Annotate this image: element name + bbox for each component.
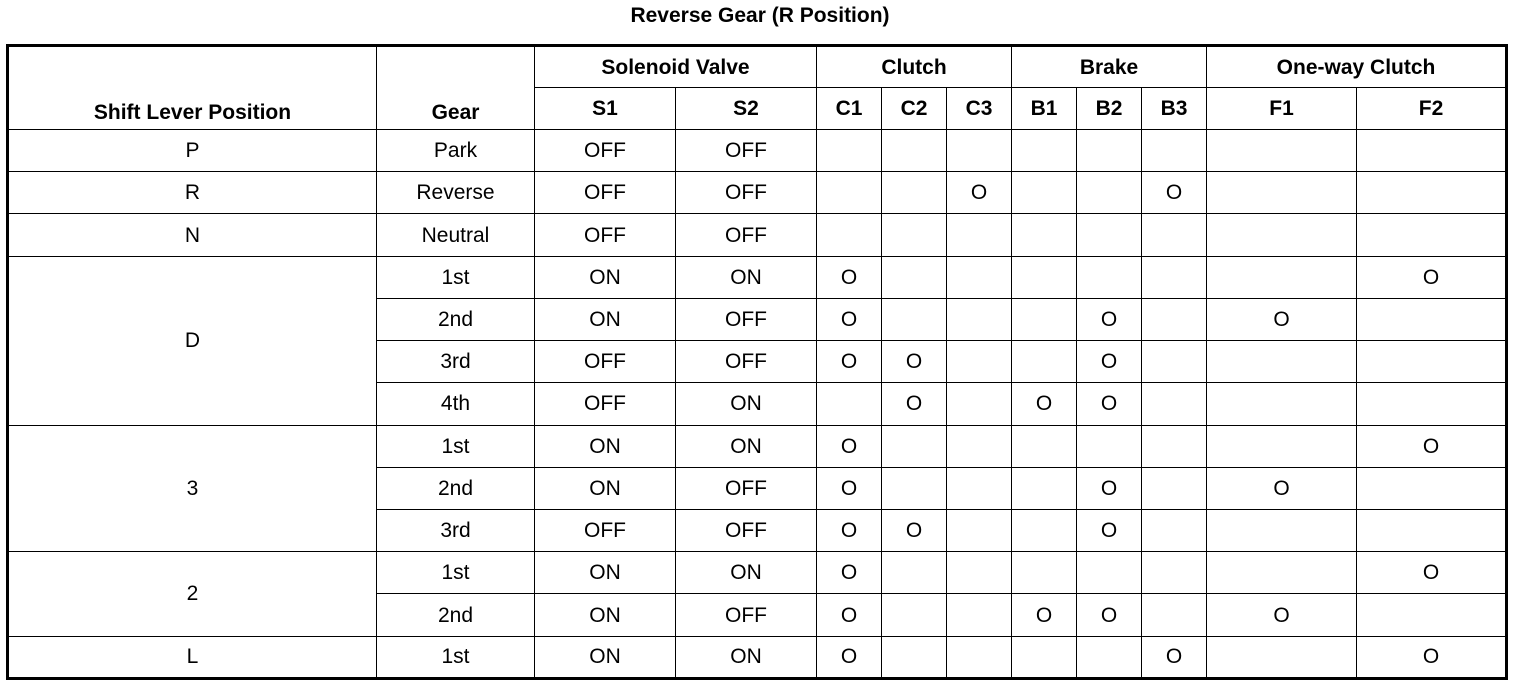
b3-cell: O <box>1142 172 1207 214</box>
b1-cell <box>1012 509 1077 551</box>
table-row <box>8 214 1507 256</box>
gear-cell: 1st <box>377 636 535 678</box>
table-body <box>8 130 1507 679</box>
gear-cell: 1st <box>377 425 535 467</box>
header-b3: B3 <box>1142 88 1207 130</box>
f1-cell <box>1207 172 1357 214</box>
c1-cell <box>817 383 882 425</box>
shift-lever-position-cell: 3 <box>8 425 377 552</box>
c3-cell <box>947 509 1012 551</box>
header-c3: C3 <box>947 88 1012 130</box>
f2-cell <box>1357 214 1507 256</box>
header-s1: S1 <box>535 88 676 130</box>
s2-cell: OFF <box>676 214 817 256</box>
c2-cell: O <box>882 383 947 425</box>
f2-cell: O <box>1357 256 1507 298</box>
s1-cell: OFF <box>535 509 676 551</box>
header-solenoid-valve: Solenoid Valve <box>535 46 817 88</box>
b1-cell <box>1012 214 1077 256</box>
c2-cell: O <box>882 341 947 383</box>
s2-cell: ON <box>676 256 817 298</box>
c1-cell: O <box>817 425 882 467</box>
b1-cell <box>1012 130 1077 172</box>
s2-cell: ON <box>676 425 817 467</box>
c2-cell <box>882 594 947 636</box>
s1-cell: OFF <box>535 383 676 425</box>
gear-cell: 2nd <box>377 594 535 636</box>
s1-cell: ON <box>535 636 676 678</box>
header-b1: B1 <box>1012 88 1077 130</box>
s1-cell: OFF <box>535 341 676 383</box>
s1-cell: OFF <box>535 130 676 172</box>
c3-cell: O <box>947 172 1012 214</box>
gear-cell: 4th <box>377 383 535 425</box>
header-b2: B2 <box>1077 88 1142 130</box>
s2-cell: OFF <box>676 341 817 383</box>
c2-cell <box>882 467 947 509</box>
gear-cell: 2nd <box>377 298 535 340</box>
c2-cell <box>882 172 947 214</box>
c3-cell <box>947 636 1012 678</box>
f1-cell <box>1207 130 1357 172</box>
f2-cell: O <box>1357 552 1507 594</box>
f2-cell <box>1357 509 1507 551</box>
gear-cell: 3rd <box>377 341 535 383</box>
f2-cell <box>1357 383 1507 425</box>
s2-cell: ON <box>676 383 817 425</box>
header-f2: F2 <box>1357 88 1507 130</box>
shift-lever-position-cell: R <box>8 172 377 214</box>
s2-cell: ON <box>676 552 817 594</box>
b1-cell <box>1012 298 1077 340</box>
s1-cell: OFF <box>535 214 676 256</box>
b2-cell <box>1077 552 1142 594</box>
b3-cell <box>1142 298 1207 340</box>
f1-cell: O <box>1207 467 1357 509</box>
f1-cell <box>1207 552 1357 594</box>
header-clutch: Clutch <box>817 46 1012 88</box>
shift-lever-position-cell: N <box>8 214 377 256</box>
c2-cell <box>882 256 947 298</box>
header-gear: Gear <box>377 46 535 130</box>
s2-cell: ON <box>676 636 817 678</box>
b2-cell: O <box>1077 594 1142 636</box>
b1-cell <box>1012 341 1077 383</box>
s1-cell: ON <box>535 425 676 467</box>
b1-cell <box>1012 425 1077 467</box>
s1-cell: ON <box>535 552 676 594</box>
c1-cell: O <box>817 552 882 594</box>
table-row <box>8 130 1507 172</box>
b2-cell: O <box>1077 509 1142 551</box>
table-row <box>8 425 1507 467</box>
s1-cell: OFF <box>535 172 676 214</box>
s1-cell: ON <box>535 467 676 509</box>
shift-lever-position-cell: P <box>8 130 377 172</box>
s1-cell: ON <box>535 256 676 298</box>
b2-cell <box>1077 172 1142 214</box>
c3-cell <box>947 552 1012 594</box>
c3-cell <box>947 467 1012 509</box>
c2-cell: O <box>882 509 947 551</box>
s2-cell: OFF <box>676 130 817 172</box>
b3-cell <box>1142 214 1207 256</box>
c1-cell: O <box>817 594 882 636</box>
b3-cell <box>1142 341 1207 383</box>
s2-cell: OFF <box>676 172 817 214</box>
header-c1: C1 <box>817 88 882 130</box>
c1-cell <box>817 172 882 214</box>
f1-cell <box>1207 214 1357 256</box>
header-s2: S2 <box>676 88 817 130</box>
gear-cell: 1st <box>377 256 535 298</box>
c1-cell: O <box>817 509 882 551</box>
b3-cell <box>1142 425 1207 467</box>
f1-cell <box>1207 383 1357 425</box>
shift-lever-position-cell: L <box>8 636 377 678</box>
c2-cell <box>882 130 947 172</box>
gear-cell: Park <box>377 130 535 172</box>
gear-cell: Reverse <box>377 172 535 214</box>
table-header <box>8 46 1507 130</box>
table-row <box>8 552 1507 594</box>
header-one-way-clutch: One-way Clutch <box>1207 46 1507 88</box>
f2-cell <box>1357 341 1507 383</box>
table-row <box>8 636 1507 678</box>
f1-cell <box>1207 256 1357 298</box>
f2-cell: O <box>1357 425 1507 467</box>
b1-cell <box>1012 552 1077 594</box>
b3-cell <box>1142 594 1207 636</box>
c2-cell <box>882 552 947 594</box>
f1-cell <box>1207 425 1357 467</box>
f1-cell <box>1207 509 1357 551</box>
f1-cell <box>1207 341 1357 383</box>
c3-cell <box>947 214 1012 256</box>
shift-lever-position-cell: 2 <box>8 552 377 636</box>
b1-cell <box>1012 172 1077 214</box>
header-c2: C2 <box>882 88 947 130</box>
s2-cell: OFF <box>676 509 817 551</box>
f2-cell <box>1357 298 1507 340</box>
gear-cell: Neutral <box>377 214 535 256</box>
b1-cell: O <box>1012 383 1077 425</box>
c1-cell <box>817 130 882 172</box>
header-f1: F1 <box>1207 88 1357 130</box>
c3-cell <box>947 256 1012 298</box>
table-title: Reverse Gear (R Position) <box>630 4 890 27</box>
b1-cell: O <box>1012 594 1077 636</box>
gear-cell: 3rd <box>377 509 535 551</box>
b2-cell: O <box>1077 298 1142 340</box>
c1-cell <box>817 214 882 256</box>
b3-cell: O <box>1142 636 1207 678</box>
c3-cell <box>947 594 1012 636</box>
f2-cell <box>1357 130 1507 172</box>
c3-cell <box>947 341 1012 383</box>
f1-cell: O <box>1207 594 1357 636</box>
shift-table <box>6 44 1508 680</box>
c3-cell <box>947 130 1012 172</box>
b3-cell <box>1142 509 1207 551</box>
s2-cell: OFF <box>676 467 817 509</box>
s2-cell: OFF <box>676 298 817 340</box>
c3-cell <box>947 383 1012 425</box>
c1-cell: O <box>817 298 882 340</box>
f1-cell: O <box>1207 298 1357 340</box>
c1-cell: O <box>817 467 882 509</box>
c3-cell <box>947 298 1012 340</box>
b2-cell <box>1077 214 1142 256</box>
f2-cell: O <box>1357 636 1507 678</box>
c1-cell: O <box>817 341 882 383</box>
b1-cell <box>1012 467 1077 509</box>
b2-cell <box>1077 130 1142 172</box>
s2-cell: OFF <box>676 594 817 636</box>
header-brake: Brake <box>1012 46 1207 88</box>
b1-cell <box>1012 256 1077 298</box>
f2-cell <box>1357 594 1507 636</box>
c1-cell: O <box>817 256 882 298</box>
b2-cell <box>1077 425 1142 467</box>
table-row <box>8 172 1507 214</box>
c1-cell: O <box>817 636 882 678</box>
s1-cell: ON <box>535 298 676 340</box>
gear-cell: 1st <box>377 552 535 594</box>
header-shift-lever-position: Shift Lever Position <box>8 46 377 130</box>
b3-cell <box>1142 256 1207 298</box>
f2-cell <box>1357 172 1507 214</box>
b2-cell <box>1077 636 1142 678</box>
b2-cell: O <box>1077 467 1142 509</box>
table-row <box>8 256 1507 298</box>
b2-cell: O <box>1077 383 1142 425</box>
b3-cell <box>1142 383 1207 425</box>
b3-cell <box>1142 130 1207 172</box>
c3-cell <box>947 425 1012 467</box>
b2-cell <box>1077 256 1142 298</box>
f1-cell <box>1207 636 1357 678</box>
c2-cell <box>882 298 947 340</box>
c2-cell <box>882 636 947 678</box>
b3-cell <box>1142 552 1207 594</box>
b1-cell <box>1012 636 1077 678</box>
f2-cell <box>1357 467 1507 509</box>
shift-lever-position-cell: D <box>8 256 377 425</box>
c2-cell <box>882 425 947 467</box>
b2-cell: O <box>1077 341 1142 383</box>
gear-cell: 2nd <box>377 467 535 509</box>
b3-cell <box>1142 467 1207 509</box>
c2-cell <box>882 214 947 256</box>
s1-cell: ON <box>535 594 676 636</box>
